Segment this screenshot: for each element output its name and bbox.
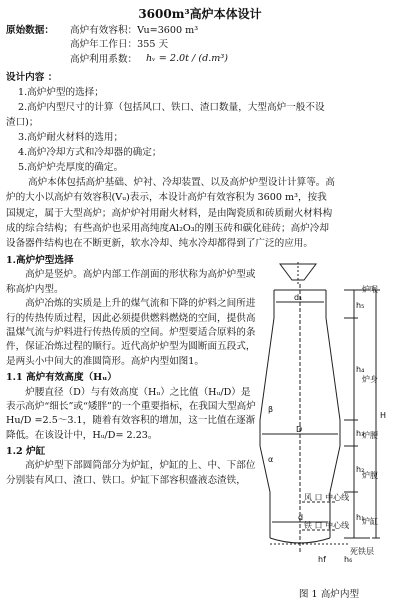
- raw-data-util: 高炉利用系数：: [70, 54, 138, 65]
- intro-line-1: 高炉本体包括高炉基础、炉衬、冷却装置、以及高炉炉型设计计算等。高: [28, 177, 335, 188]
- raw-data-workdays: 高炉年工作日：355 天: [70, 39, 169, 50]
- label-dead-layer: 死铁层: [350, 547, 374, 556]
- label-h3: h₃: [356, 429, 365, 438]
- design-item-2-cont: 渣口)；: [6, 117, 39, 128]
- label-D: D: [296, 425, 303, 434]
- design-item-4: 4.高炉冷却方式和冷却器的确定；: [18, 147, 162, 158]
- section-1-para-2: 高炉冶炼的实质是上升的煤气流和下降的炉料之间所进行的传热传质过程，因此必须提供燃料燃烧的空间，提供高温煤气流与炉料进行传热传质的空间。炉型要适合原料的条件，保证冶炼过程的顺行。近代高炉炉型为圆断面五段式，是两头小中间大的准圆筒形。高炉内型如图1。: [6, 298, 256, 367]
- furnace-profile-figure: [258, 262, 400, 608]
- label-h5: h₅: [356, 301, 365, 310]
- section-1-2-heading: 1.2 炉缸: [6, 446, 46, 458]
- design-item-3: 3.高炉耐火材料的选用；: [18, 132, 124, 143]
- section-1-1-heading: 1.1 高炉有效高度（Hᵤ）: [6, 372, 117, 384]
- label-hearth: 炉缸: [362, 517, 378, 526]
- section-1-heading: 1.高炉炉型选择: [6, 255, 74, 266]
- label-d: d: [298, 513, 304, 522]
- label-beta: β: [268, 405, 274, 414]
- label-d1: d₁: [294, 293, 303, 302]
- label-h2: h₂: [356, 465, 365, 474]
- label-alpha: α: [268, 455, 274, 464]
- label-shaft: 炉身: [362, 375, 378, 384]
- label-hf: hf: [318, 555, 326, 564]
- section-1-2-para: 高炉炉型下部圆筒部分为炉缸，炉缸的上、中、下部位分别装有风口、渣口、铁口。炉缸下部容积盛液态渣铁，: [6, 460, 256, 486]
- label-throat: 炉喉: [362, 285, 378, 294]
- design-label: 设计内容 ：: [6, 72, 58, 83]
- section-1-1-para: 炉腰直径（D）与有效高度（Hᵤ）之比值（Hᵤ/D）是表示高炉“细长”或“矮胖”的一个重要指标，在我国大型高炉 Hu/D =2.5～3.1，随着有效容积的增加，这一比值在逐渐降低。在该设计中，Hᵤ/D= 2.23。: [6, 386, 256, 441]
- label-h6: h₆: [344, 555, 353, 564]
- intro-line-5: 设备器件结构也在不断更新，软水冷却、纯水冷却都得到了广泛的应用。: [6, 238, 313, 249]
- design-item-5: 5.高炉炉壳厚度的确定。: [18, 162, 124, 173]
- label-bosh: 炉腹: [362, 471, 378, 480]
- furnace-profile-diagram: [258, 262, 400, 582]
- design-item-1: 1.高炉炉型的选择；: [18, 87, 104, 98]
- page-title: 3600m³高炉本体设计: [138, 7, 262, 21]
- figure-caption: 图 1 高炉内型: [298, 589, 360, 600]
- raw-data-util-formula: hᵥ = 2.0t / (d.m³): [146, 53, 228, 64]
- label-belly: 炉腰: [362, 431, 378, 440]
- intro-line-4: 成的综合结构；有些高炉也采用高纯度Al₂O₃的刚玉砖和碳化硅砖；高炉冷却: [6, 223, 329, 234]
- left-column: [6, 254, 260, 488]
- label-H: H: [380, 411, 387, 420]
- raw-data-label: 原始数据：: [6, 25, 54, 36]
- design-item-2: 2.高炉内型尺寸的计算（包括风口、铁口、渣口数量，大型高炉一般不设: [18, 102, 325, 113]
- label-h1: h₁: [356, 513, 365, 522]
- label-taphole: 铁 口 中心线: [304, 521, 350, 530]
- intro-line-2: 炉的大小以高炉有效容积(Vᵤ)表示，本设计高炉有效容积为 3600 m³，按我: [6, 192, 327, 203]
- raw-data-volume: 高炉有效容积：Vu=3600 m³: [70, 25, 199, 36]
- section-1-para-1: 高炉是竖炉。高炉内部工作剖面的形状称为高炉炉型或称高炉内型。: [6, 269, 256, 295]
- label-h4: h₄: [356, 365, 365, 374]
- intro-line-3: 国规定，属于大型高炉；高炉炉衬用耐火材料，是由陶瓷质和砖质耐火材料构: [6, 208, 333, 219]
- label-tuyere: 风 口 中心线: [304, 493, 350, 502]
